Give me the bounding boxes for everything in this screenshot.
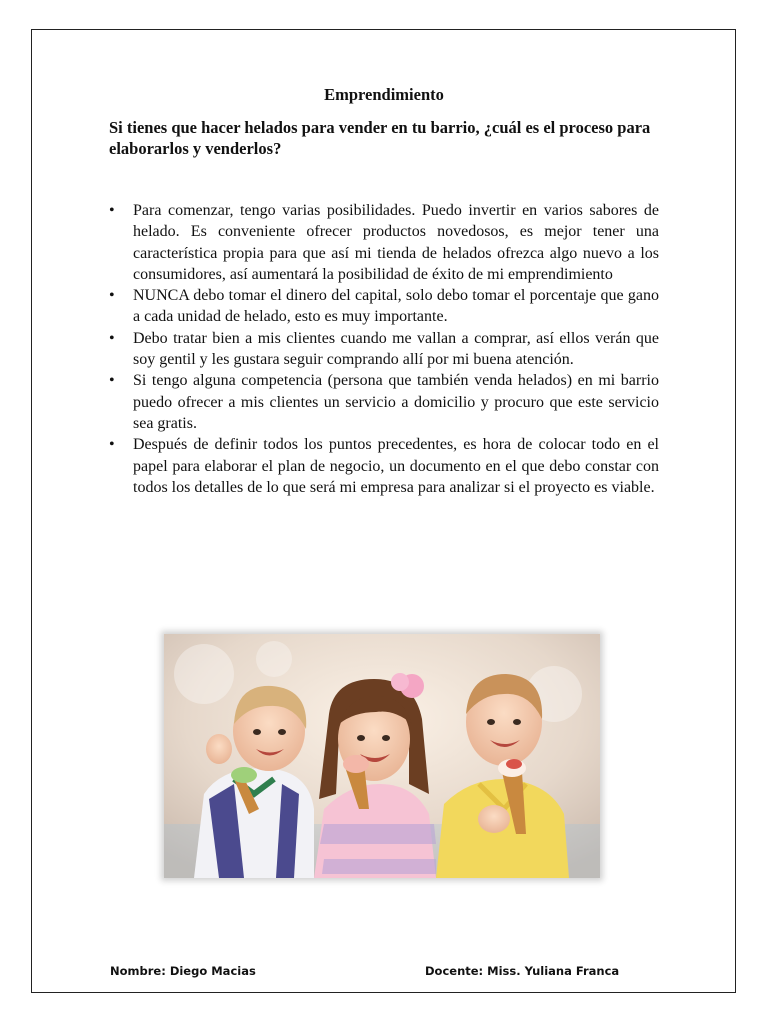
bullet-item-1: • Para comenzar, tengo varias posibilidades. Puedo invertir en varios sabores de helado. Es conveniente ofrecer productos novedosos, es mejor tener una característica propia para que así mi tienda de helados ofrezca algo nuevo a los consumidores, así aumentará la posibilidad de éxito de mi emprendimiento bbox=[109, 200, 659, 285]
question-heading: Si tienes que hacer helados para vender en tu barrio, ¿cuál es el proceso para elaborarlos y venderlos? bbox=[109, 118, 651, 158]
bullet-item-5: • Después de definir todos los puntos precedentes, es hora de colocar todo en el papel para elaborar el plan de negocio, un documento en el que debo constar con todos los detalles de lo que será mi empresa para analizar si el proyecto es viable. bbox=[109, 434, 659, 498]
teacher-name: Docente: Miss. Yuliana Franca bbox=[425, 964, 620, 978]
bullet-list bbox=[109, 200, 659, 498]
bullet-item-4: • Si tengo alguna competencia (persona que también venda helados) en mi barrio puedo ofrecer a mis clientes un servicio a domicilio y procuro que este servicio sea gratis. bbox=[109, 370, 659, 434]
bullet-item-2: • NUNCA debo tomar el dinero del capital, solo debo tomar el porcentaje que gano a cada unidad de helado, esto es muy importante. bbox=[109, 285, 659, 328]
bullet-item-3: • Debo tratar bien a mis clientes cuando me vallan a comprar, así ellos verán que soy gentil y les gustara seguir comprando allí por mi buena atención. bbox=[109, 328, 659, 371]
document-title: Emprendimiento bbox=[324, 85, 444, 104]
children-ice-cream-photo bbox=[164, 634, 600, 878]
student-name: Nombre: Diego Macias bbox=[110, 964, 256, 978]
